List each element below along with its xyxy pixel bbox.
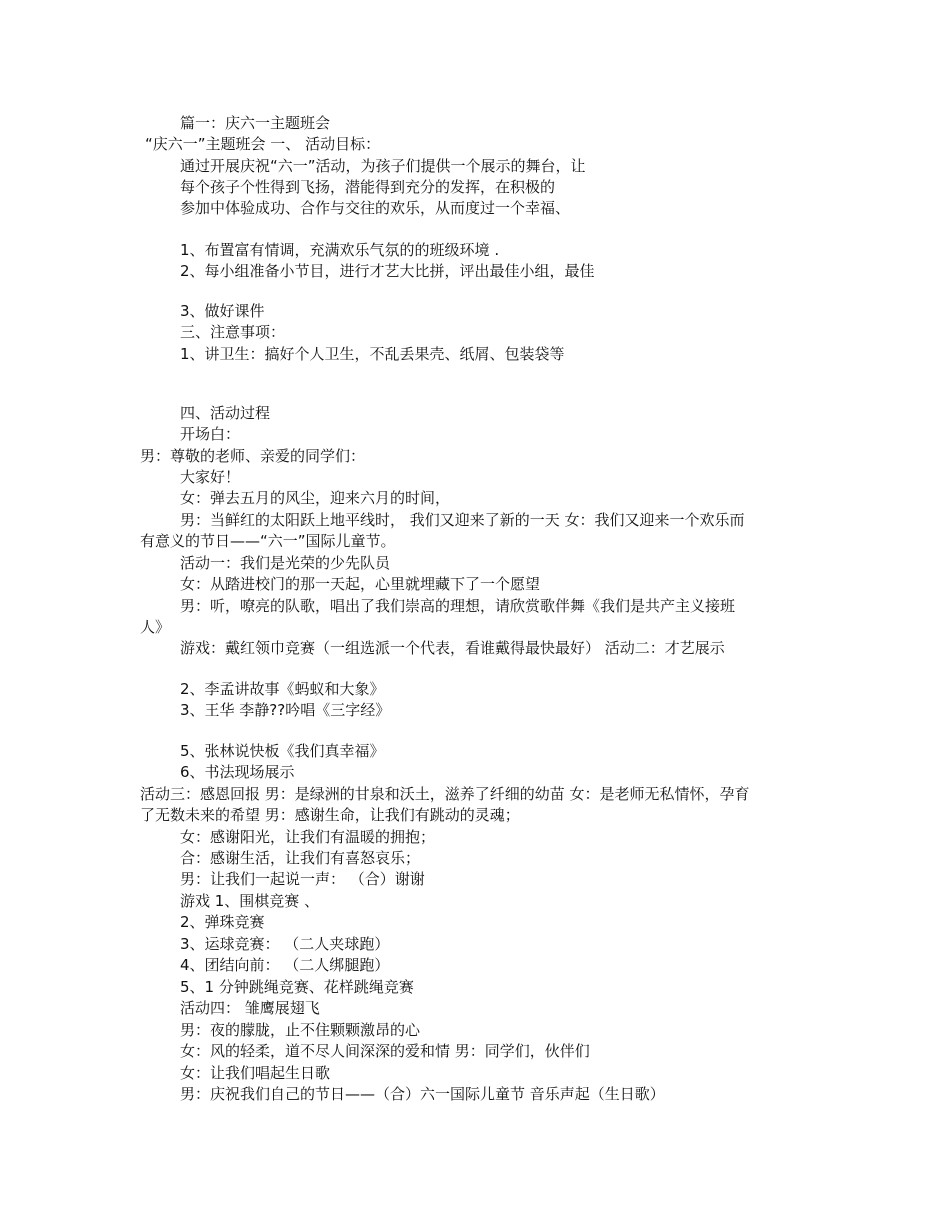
text-line: 女：风的轻柔，道不尽人间深深的爱和情 男：同学们，伙伴们 xyxy=(180,1042,590,1060)
text-line: 2、弹珠竞赛 xyxy=(180,913,265,931)
text-line: 4、团结向前： （二人绑腿跑） xyxy=(180,956,390,974)
text-line: 人》 xyxy=(140,618,171,636)
text-line: 开场白： xyxy=(180,425,241,443)
heading-line: 篇一：庆六一主题班会 xyxy=(180,114,331,132)
text-line: 3、运球竞赛： （二人夹球跑） xyxy=(180,935,390,953)
text-line: 6、书法现场展示 xyxy=(180,763,295,781)
text-line: 了无数未来的希望 男：感谢生命，让我们有跳动的灵魂； xyxy=(140,806,520,824)
text-line: “庆六一”主题班会 一、 活动目标： xyxy=(145,135,381,153)
text-line: 男：庆祝我们自己的节日——（合）六一国际儿童节 音乐声起（生日歌） xyxy=(180,1085,665,1103)
text-line: 游戏：戴红领巾竞赛（一组选派一个代表，看谁戴得最快最好） 活动二：才艺展示 xyxy=(180,639,725,657)
text-line: 男：听，嘹亮的队歌，唱出了我们崇高的理想，请欣赏歌伴舞《我们是共产主义接班 xyxy=(180,597,736,615)
text-line: 活动四： 雏鹰展翅飞 xyxy=(180,999,320,1017)
text-line: 5、张林说快板《我们真幸福》 xyxy=(180,742,385,760)
text-line: 女：弹去五月的风尘，迎来六月的时间， xyxy=(180,489,451,507)
text-line: 参加中体验成功、合作与交往的欢乐，从而度过一个幸福、 xyxy=(180,199,571,217)
text-line: 活动一：我们是光荣的少先队员 xyxy=(180,554,391,572)
text-line: 三、注意事项： xyxy=(180,323,286,341)
text-line: 四、活动过程 xyxy=(180,404,271,422)
text-line: 通过开展庆祝“六一”活动，为孩子们提供一个展示的舞台，让 xyxy=(180,157,586,175)
text-line: 女：从踏进校门的那一天起，心里就埋藏下了一个愿望 xyxy=(180,575,541,593)
text-line: 2、李孟讲故事《蚂蚁和大象》 xyxy=(180,680,385,698)
text-line: 男：尊敬的老师、亲爱的同学们： xyxy=(140,447,366,465)
text-line: 2、每小组准备小节目，进行才艺大比拼，评出最佳小组，最佳 xyxy=(180,262,595,280)
text-line: 3、做好课件 xyxy=(180,302,265,320)
text-line: 女：让我们唱起生日歌 xyxy=(180,1064,331,1082)
text-line: 3、王华 李静??吟唱《三字经》 xyxy=(180,701,391,719)
text-line: 游戏 1、围棋竞赛 、 xyxy=(180,892,320,910)
text-line: 男：夜的朦胧，止不住颗颗激昂的心 xyxy=(180,1021,421,1039)
text-line: 1、讲卫生：搞好个人卫生，不乱丢果壳、纸屑、包装袋等 xyxy=(180,345,565,363)
text-line: 每个孩子个性得到飞扬，潜能得到充分的发挥，在积极的 xyxy=(180,178,556,196)
text-line: 合：感谢生活，让我们有喜怒哀乐； xyxy=(180,849,421,867)
text-line: 1、布置富有情调，充满欢乐气氛的的班级环境 . xyxy=(180,241,500,259)
text-line: 女：感谢阳光，让我们有温暖的拥抱； xyxy=(180,828,436,846)
text-line: 5、1 分钟跳绳竞赛、花样跳绳竞赛 xyxy=(180,978,414,996)
text-line: 男：让我们一起说一声： （合）谢谢 xyxy=(180,870,425,888)
text-line: 大家好！ xyxy=(180,468,241,486)
text-line: 活动三：感恩回报 男：是绿洲的甘泉和沃土，滋养了纤细的幼苗 女：是老师无私情怀，孕育 xyxy=(140,785,750,803)
text-line: 男：当鲜红的太阳跃上地平线时， 我们又迎来了新的一天 女：我们又迎来一个欢乐而 xyxy=(180,511,745,529)
text-line: 有意义的节日——“六一”国际儿童节。 xyxy=(140,532,396,550)
